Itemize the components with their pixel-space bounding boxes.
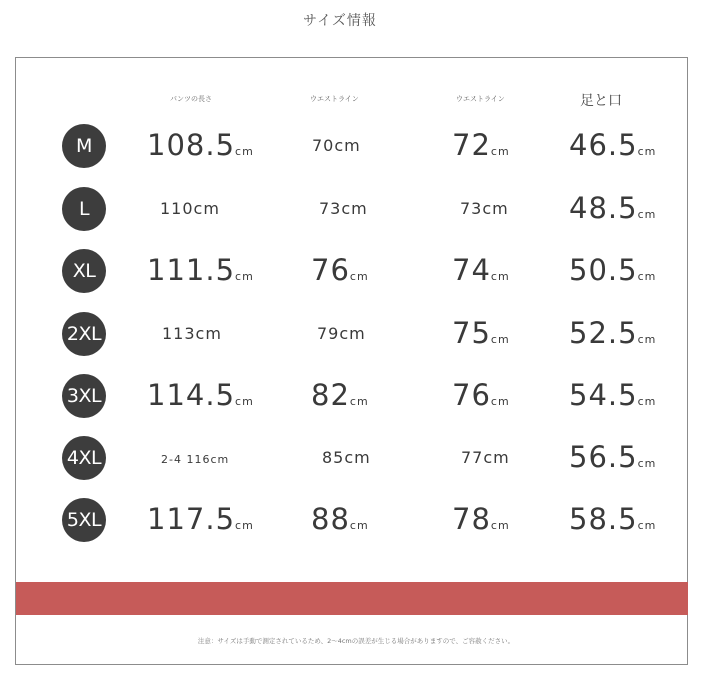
- measurement-cell: [460, 199, 509, 218]
- measurement-unit: cm: [637, 519, 657, 532]
- measurement-cell: [147, 502, 254, 536]
- measurement-unit: cm: [637, 270, 657, 283]
- measurement-value: 78: [452, 502, 491, 536]
- measurement-value: 88: [311, 502, 350, 536]
- size-badge: 2XL: [62, 312, 106, 356]
- measurement-unit: cm: [490, 145, 510, 158]
- measurement-unit: cm: [490, 395, 510, 408]
- measurement-unit: cm: [235, 519, 254, 532]
- measurement-cell: [147, 378, 254, 412]
- measurement-cell: [311, 378, 369, 412]
- measurement-unit: cm: [637, 333, 657, 346]
- measurement-value: 2-4 116cm: [161, 453, 230, 466]
- measurement-value: 73cm: [319, 199, 368, 218]
- table-row: [0, 372, 712, 422]
- measurement-value: 50.5: [569, 253, 638, 287]
- measurement-value: 85cm: [322, 448, 371, 467]
- accent-band: [16, 582, 688, 615]
- measurement-unit: cm: [637, 145, 657, 158]
- measurement-value: 114.5: [147, 378, 236, 412]
- measurement-cell: [322, 448, 371, 467]
- measurement-unit: cm: [349, 519, 369, 532]
- measurement-value: 76: [452, 378, 491, 412]
- measurement-unit: cm: [637, 395, 657, 408]
- table-row: [0, 185, 712, 235]
- measurement-cell: [569, 253, 656, 287]
- size-badge: 3XL: [62, 374, 106, 418]
- size-badge: 4XL: [62, 436, 106, 480]
- measurement-cell: [569, 128, 656, 162]
- measurement-cell: [452, 316, 510, 350]
- measurement-value: 82: [311, 378, 350, 412]
- header-waist-2: ウエストライン: [456, 95, 505, 103]
- measurement-value: 72: [452, 128, 491, 162]
- measurement-value: 52.5: [569, 316, 638, 350]
- measurement-value: 54.5: [569, 378, 638, 412]
- measurement-cell: [452, 378, 510, 412]
- measurement-unit: cm: [235, 395, 254, 408]
- measurement-value: 117.5: [147, 502, 236, 536]
- measurement-cell: [461, 448, 510, 467]
- measurement-cell: [452, 502, 510, 536]
- measurement-cell: [452, 253, 510, 287]
- measurement-cell: [312, 136, 361, 155]
- measurement-value: 79cm: [317, 324, 366, 343]
- measurement-cell: [319, 199, 368, 218]
- measurement-cell: [162, 324, 222, 343]
- measurement-cell: [161, 453, 229, 466]
- table-row: [0, 122, 712, 172]
- measurement-value: 46.5: [569, 128, 638, 162]
- measurement-unit: cm: [490, 333, 510, 346]
- measurement-value: 111.5: [147, 253, 236, 287]
- measurement-unit: cm: [349, 270, 369, 283]
- measurement-unit: cm: [637, 457, 657, 470]
- measurement-unit: cm: [235, 145, 254, 158]
- header-waist-1: ウエストライン: [310, 95, 359, 103]
- measurement-unit: cm: [235, 270, 254, 283]
- measurement-value: 70cm: [312, 136, 361, 155]
- measurement-value: 73cm: [460, 199, 509, 218]
- size-badge: 5XL: [62, 498, 106, 542]
- measurement-cell: [569, 316, 656, 350]
- measurement-cell: [317, 324, 366, 343]
- table-row: [0, 310, 712, 360]
- measurement-value: 58.5: [569, 502, 638, 536]
- measurement-unit: cm: [490, 270, 510, 283]
- measurement-value: 77cm: [461, 448, 510, 467]
- size-badge: L: [62, 187, 106, 231]
- measurement-value: 74: [452, 253, 491, 287]
- page-title: サイズ情報: [303, 13, 377, 29]
- measurement-cell: [311, 253, 369, 287]
- measurement-value: 108.5: [147, 128, 236, 162]
- measurement-value: 76: [311, 253, 350, 287]
- table-row: [0, 247, 712, 297]
- measurement-value: 56.5: [569, 440, 638, 474]
- measurement-cell: [147, 253, 254, 287]
- measurement-unit: cm: [637, 208, 657, 221]
- header-hem: 足と口: [580, 93, 622, 109]
- table-row: [0, 496, 712, 546]
- header-pants-length: パンツの長さ: [170, 95, 212, 103]
- measurement-value: 110cm: [160, 199, 220, 218]
- measurement-cell: [311, 502, 369, 536]
- measurement-cell: [569, 502, 656, 536]
- table-row: [0, 434, 712, 484]
- measurement-cell: [569, 440, 656, 474]
- measurement-note: 注意：サイズは手動で測定されているため、2〜4cmの誤差が生じる場合があります​ので、ご容赦ください。: [197, 637, 515, 645]
- measurement-cell: [147, 128, 254, 162]
- measurement-value: 48.5: [569, 191, 638, 225]
- measurement-unit: cm: [490, 519, 510, 532]
- measurement-value: 113cm: [162, 324, 222, 343]
- measurement-unit: cm: [349, 395, 369, 408]
- measurement-value: 75: [452, 316, 491, 350]
- measurement-cell: [452, 128, 510, 162]
- size-badge: XL: [62, 249, 106, 293]
- measurement-cell: [569, 378, 656, 412]
- measurement-cell: [160, 199, 220, 218]
- size-badge: M: [62, 124, 106, 168]
- measurement-cell: [569, 191, 656, 225]
